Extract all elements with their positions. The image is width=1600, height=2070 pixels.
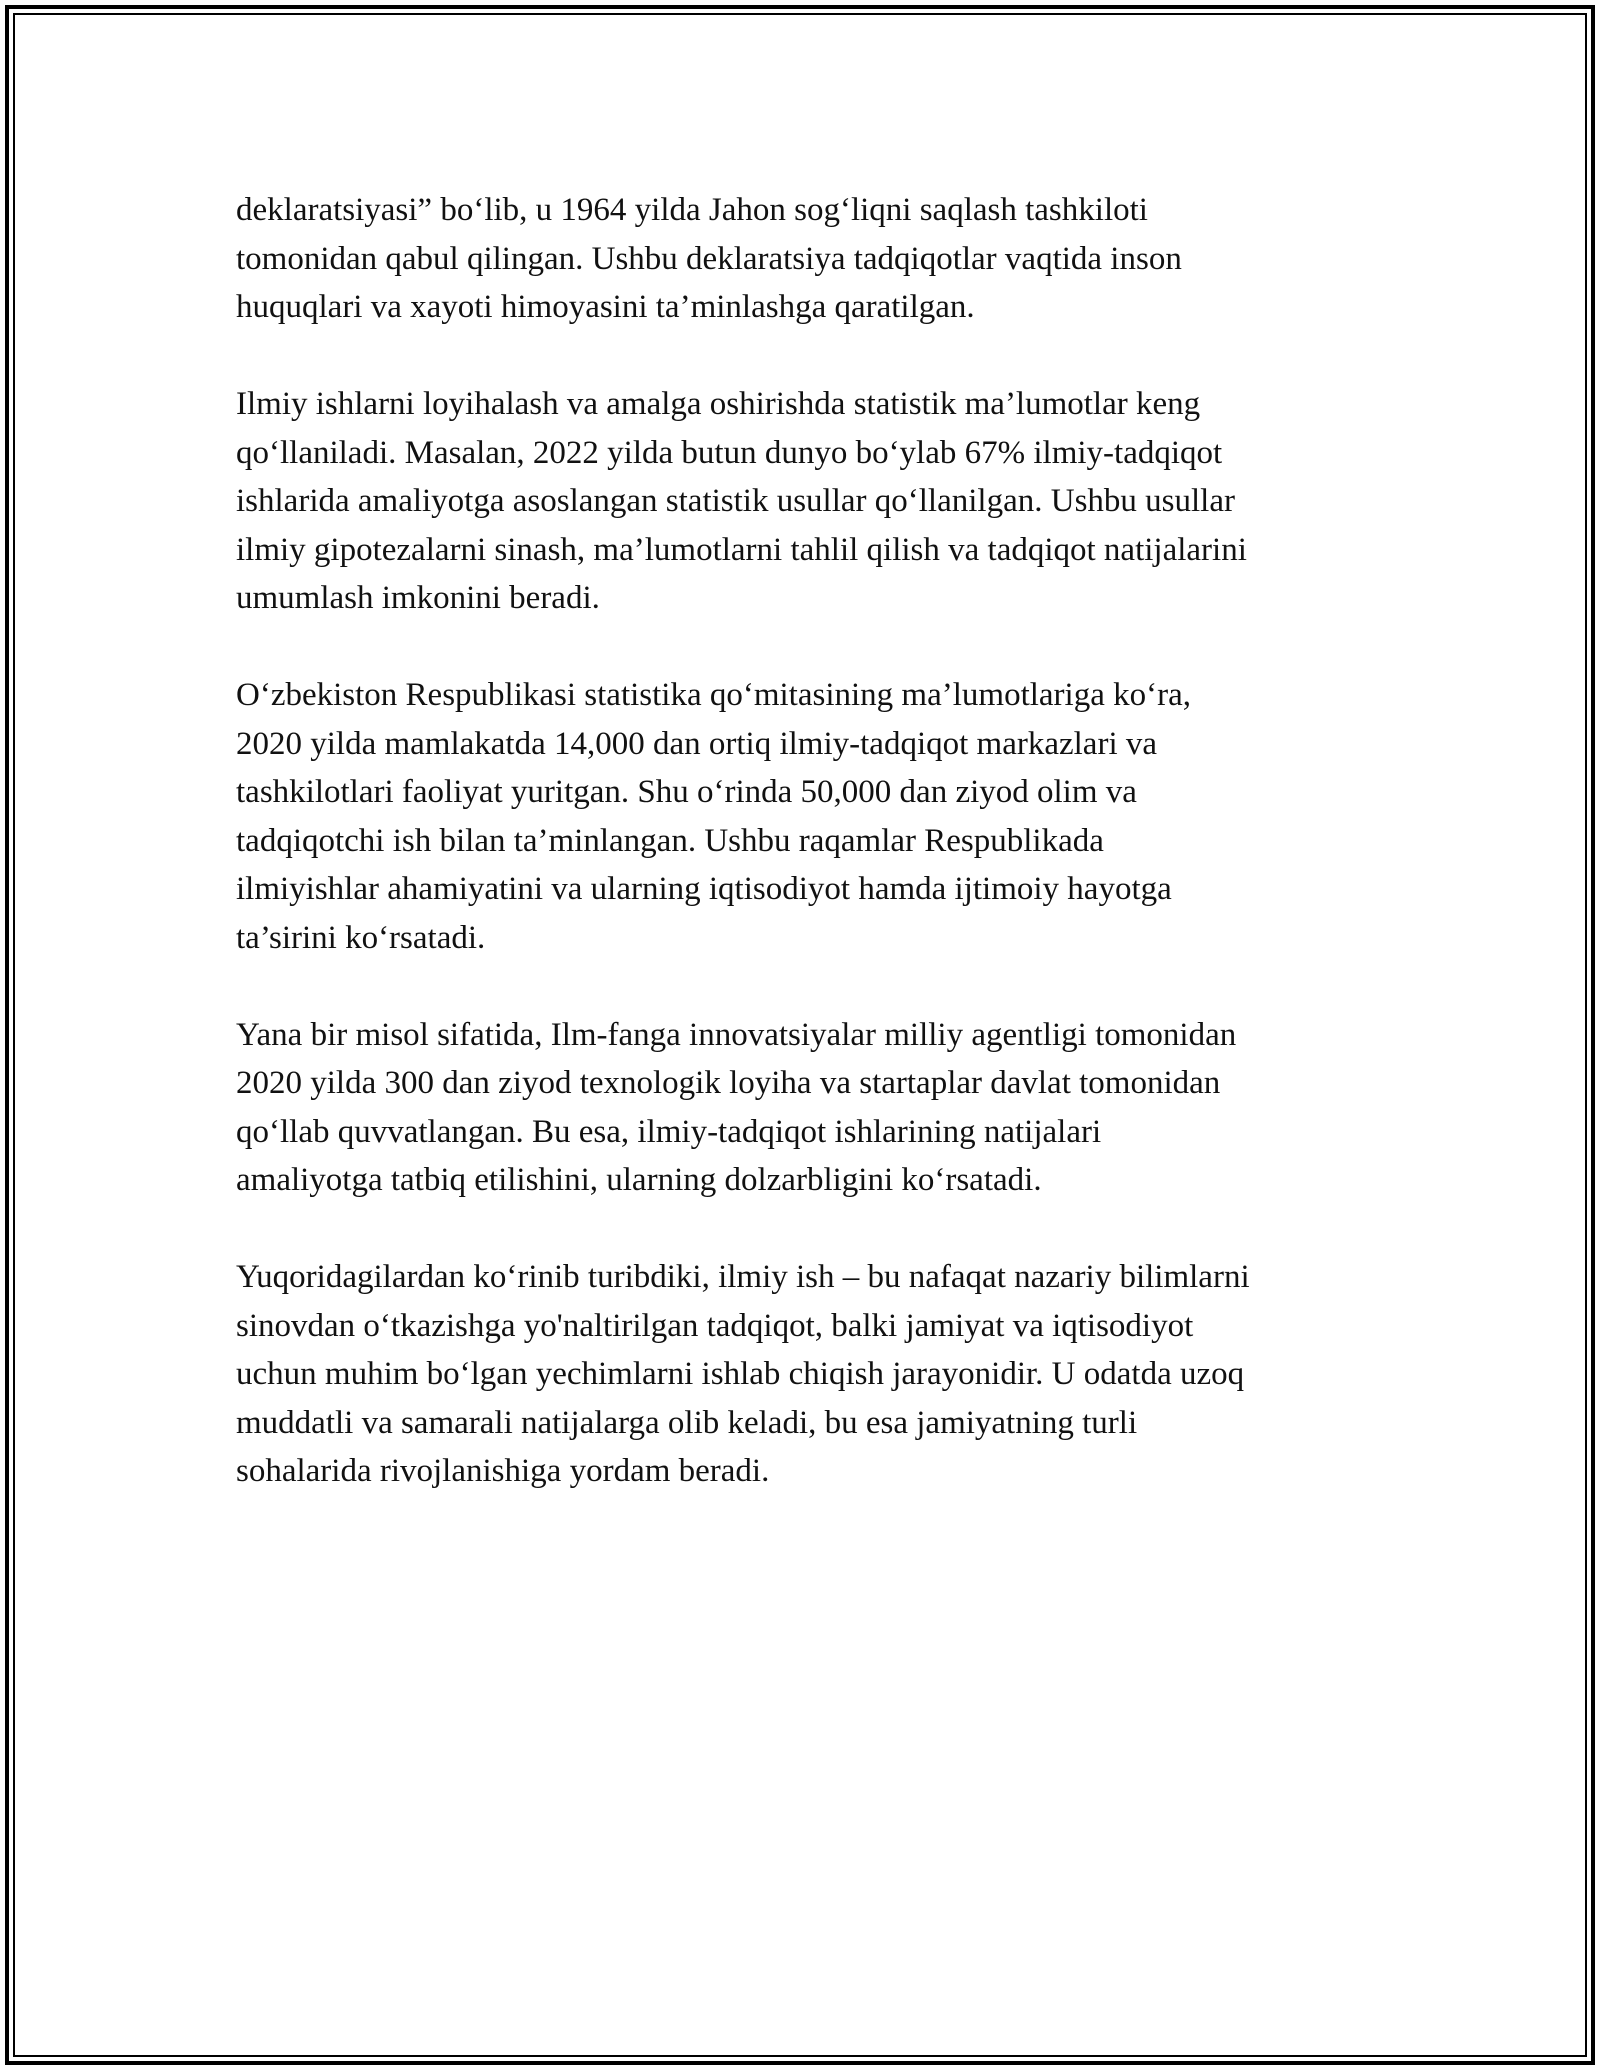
paragraph-uzbekistan: O‘zbekiston Respublikasi statistika qo‘mitasining ma’lumotlariga ko‘ra, 2020 yilda mamlakatda 14,000 dan ortiq ilmiy-tadqiqot markazlari va tashkilotlari faoliyat yuritgan. Shu o‘rinda 50,000 dan ziyod olim va tadqiqotchi ish bilan ta’minlangan. Ushbu raqamlar Respublikada ilmiyishlar ahamiyatini va ularning iqtisodiyot hamda ijtimoiy hayotga ta’sirini ko‘rsatadi.	[236, 677, 1191, 956]
paragraph-statistics: Ilmiy ishlarni loyihalash va amalga oshirishda statistik ma’lumotlar keng qo‘llaniladi. Masalan, 2022 yilda butun dunyo bo‘ylab 67% ilmiy-tadqiqot ishlarida amaliyotga asoslangan statistik usullar qo‘llanilgan. Ushbu usullar ilmiy gipotezalarni sinash, ma’lumotlarni tahlil qilish va tadqiqot natijalarini umumlash imkonini beradi.	[236, 386, 1247, 616]
paragraph-innovation: Yana bir misol sifatida, Ilm-fanga innovatsiyalar milliy agentligi tomonidan 2020 yilda 300 dan ziyod texnologik loyiha va startaplar davlat tomonidan qo‘llab quvvatlangan. Bu esa, ilmiy-tadqiqot ishlarining natijalari amaliyotga tatbiq etilishini, ularning dolzarbligini ko‘rsatadi.	[236, 1016, 1237, 1198]
document-body	[236, 186, 1406, 1544]
paragraph-declaration: deklaratsiyasi” bo‘lib, u 1964 yilda Jahon sog‘liqni saqlash tashkiloti tomonidan qabul qilingan. Ushbu deklaratsiya tadqiqotlar vaqtida inson huquqlari va xayoti himoyasini ta’minlashga qaratilgan.	[236, 192, 1182, 325]
paragraph-conclusion: Yuqoridagilardan ko‘rinib turibdiki, ilmiy ish – bu nafaqat nazariy bilimlarni sinovdan o‘tkazishga yo'naltirilgan tadqiqot, balki jamiyat va iqtisodiyot uchun muhim bo‘lgan yechimlarni ishlab chiqish jarayonidir. U odatda uzoq muddatli va samarali natijalarga olib keladi, bu esa jamiyatning turli sohalarida rivojlanishiga yordam beradi.	[236, 1259, 1250, 1489]
